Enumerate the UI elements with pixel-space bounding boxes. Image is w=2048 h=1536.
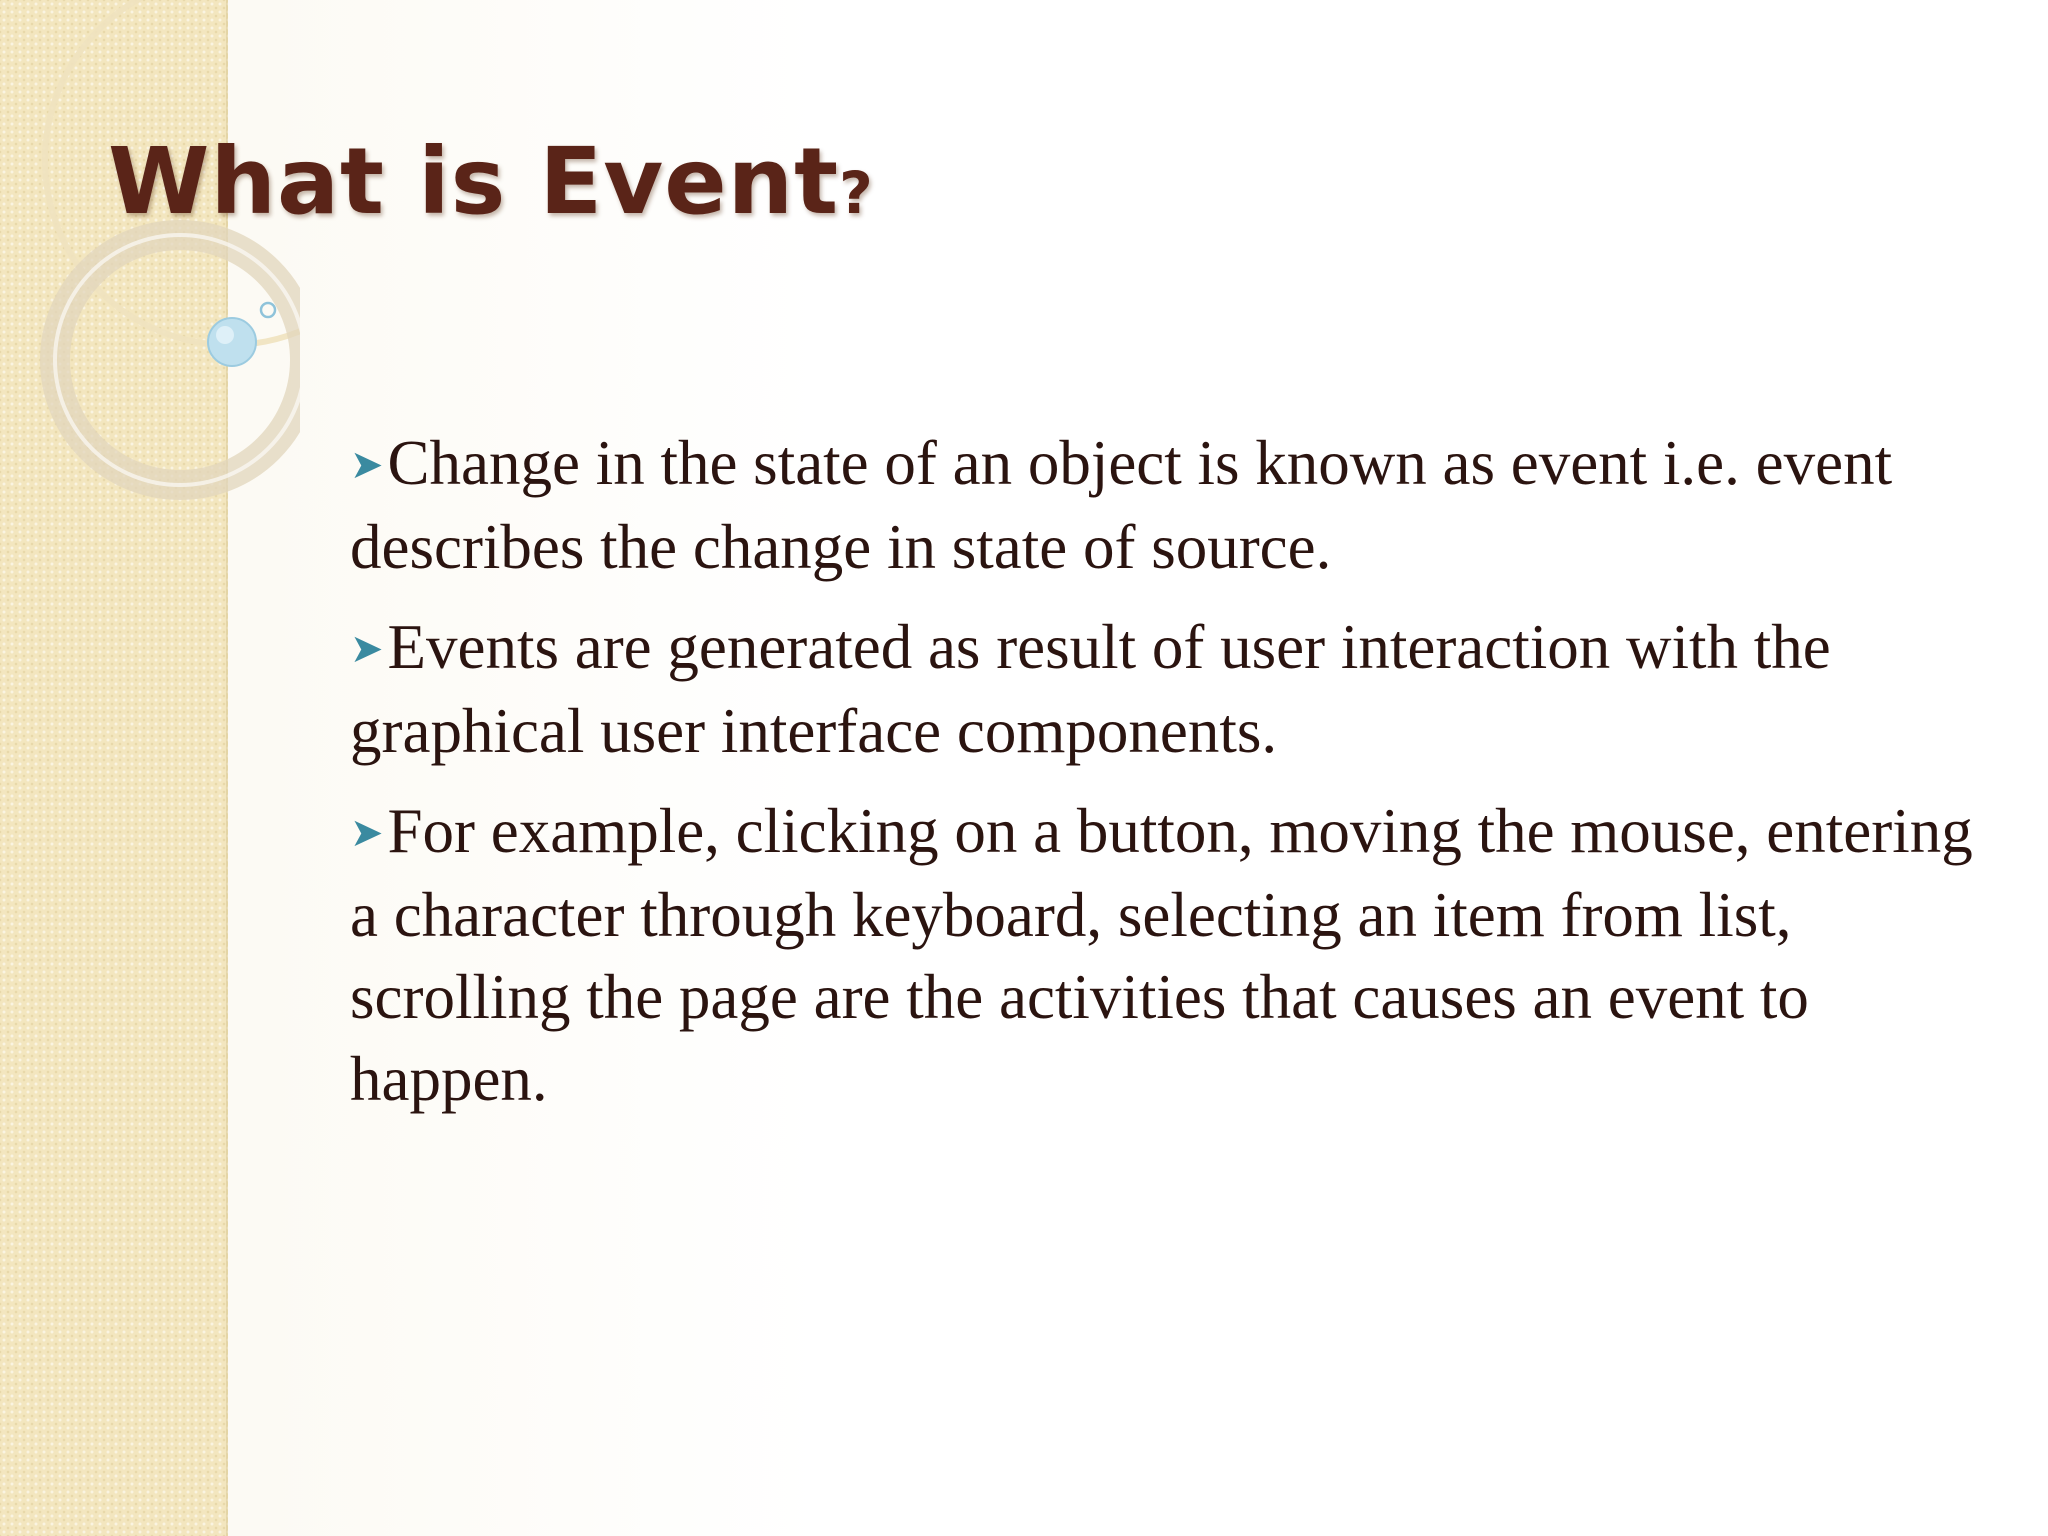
decorative-circles-graphic bbox=[0, 0, 300, 520]
arrowhead-bullet-icon: ➤ bbox=[350, 442, 384, 488]
slide-title-question-mark: ? bbox=[839, 159, 874, 227]
arrowhead-bullet-icon: ➤ bbox=[350, 810, 384, 856]
bullet-item bbox=[350, 422, 1980, 588]
bullet-item bbox=[350, 790, 1980, 1120]
arrowhead-bullet-icon: ➤ bbox=[350, 626, 384, 672]
bullet-text: Events are generated as result of user interaction with the graphical user interface components. bbox=[350, 612, 1831, 766]
bullet-text: Change in the state of an object is known as event i.e. event describes the change in state of source. bbox=[350, 428, 1893, 582]
slide-title-text: What is Event bbox=[108, 128, 840, 235]
slide-title bbox=[108, 128, 874, 235]
bullet-text: For example, clicking on a button, moving the mouse, entering a character through keyboard, selecting an item from list, scrolling the page are the activities that causes an event to happen. bbox=[350, 796, 1973, 1114]
bullet-item bbox=[350, 606, 1980, 772]
bullet-list bbox=[350, 422, 1980, 1138]
